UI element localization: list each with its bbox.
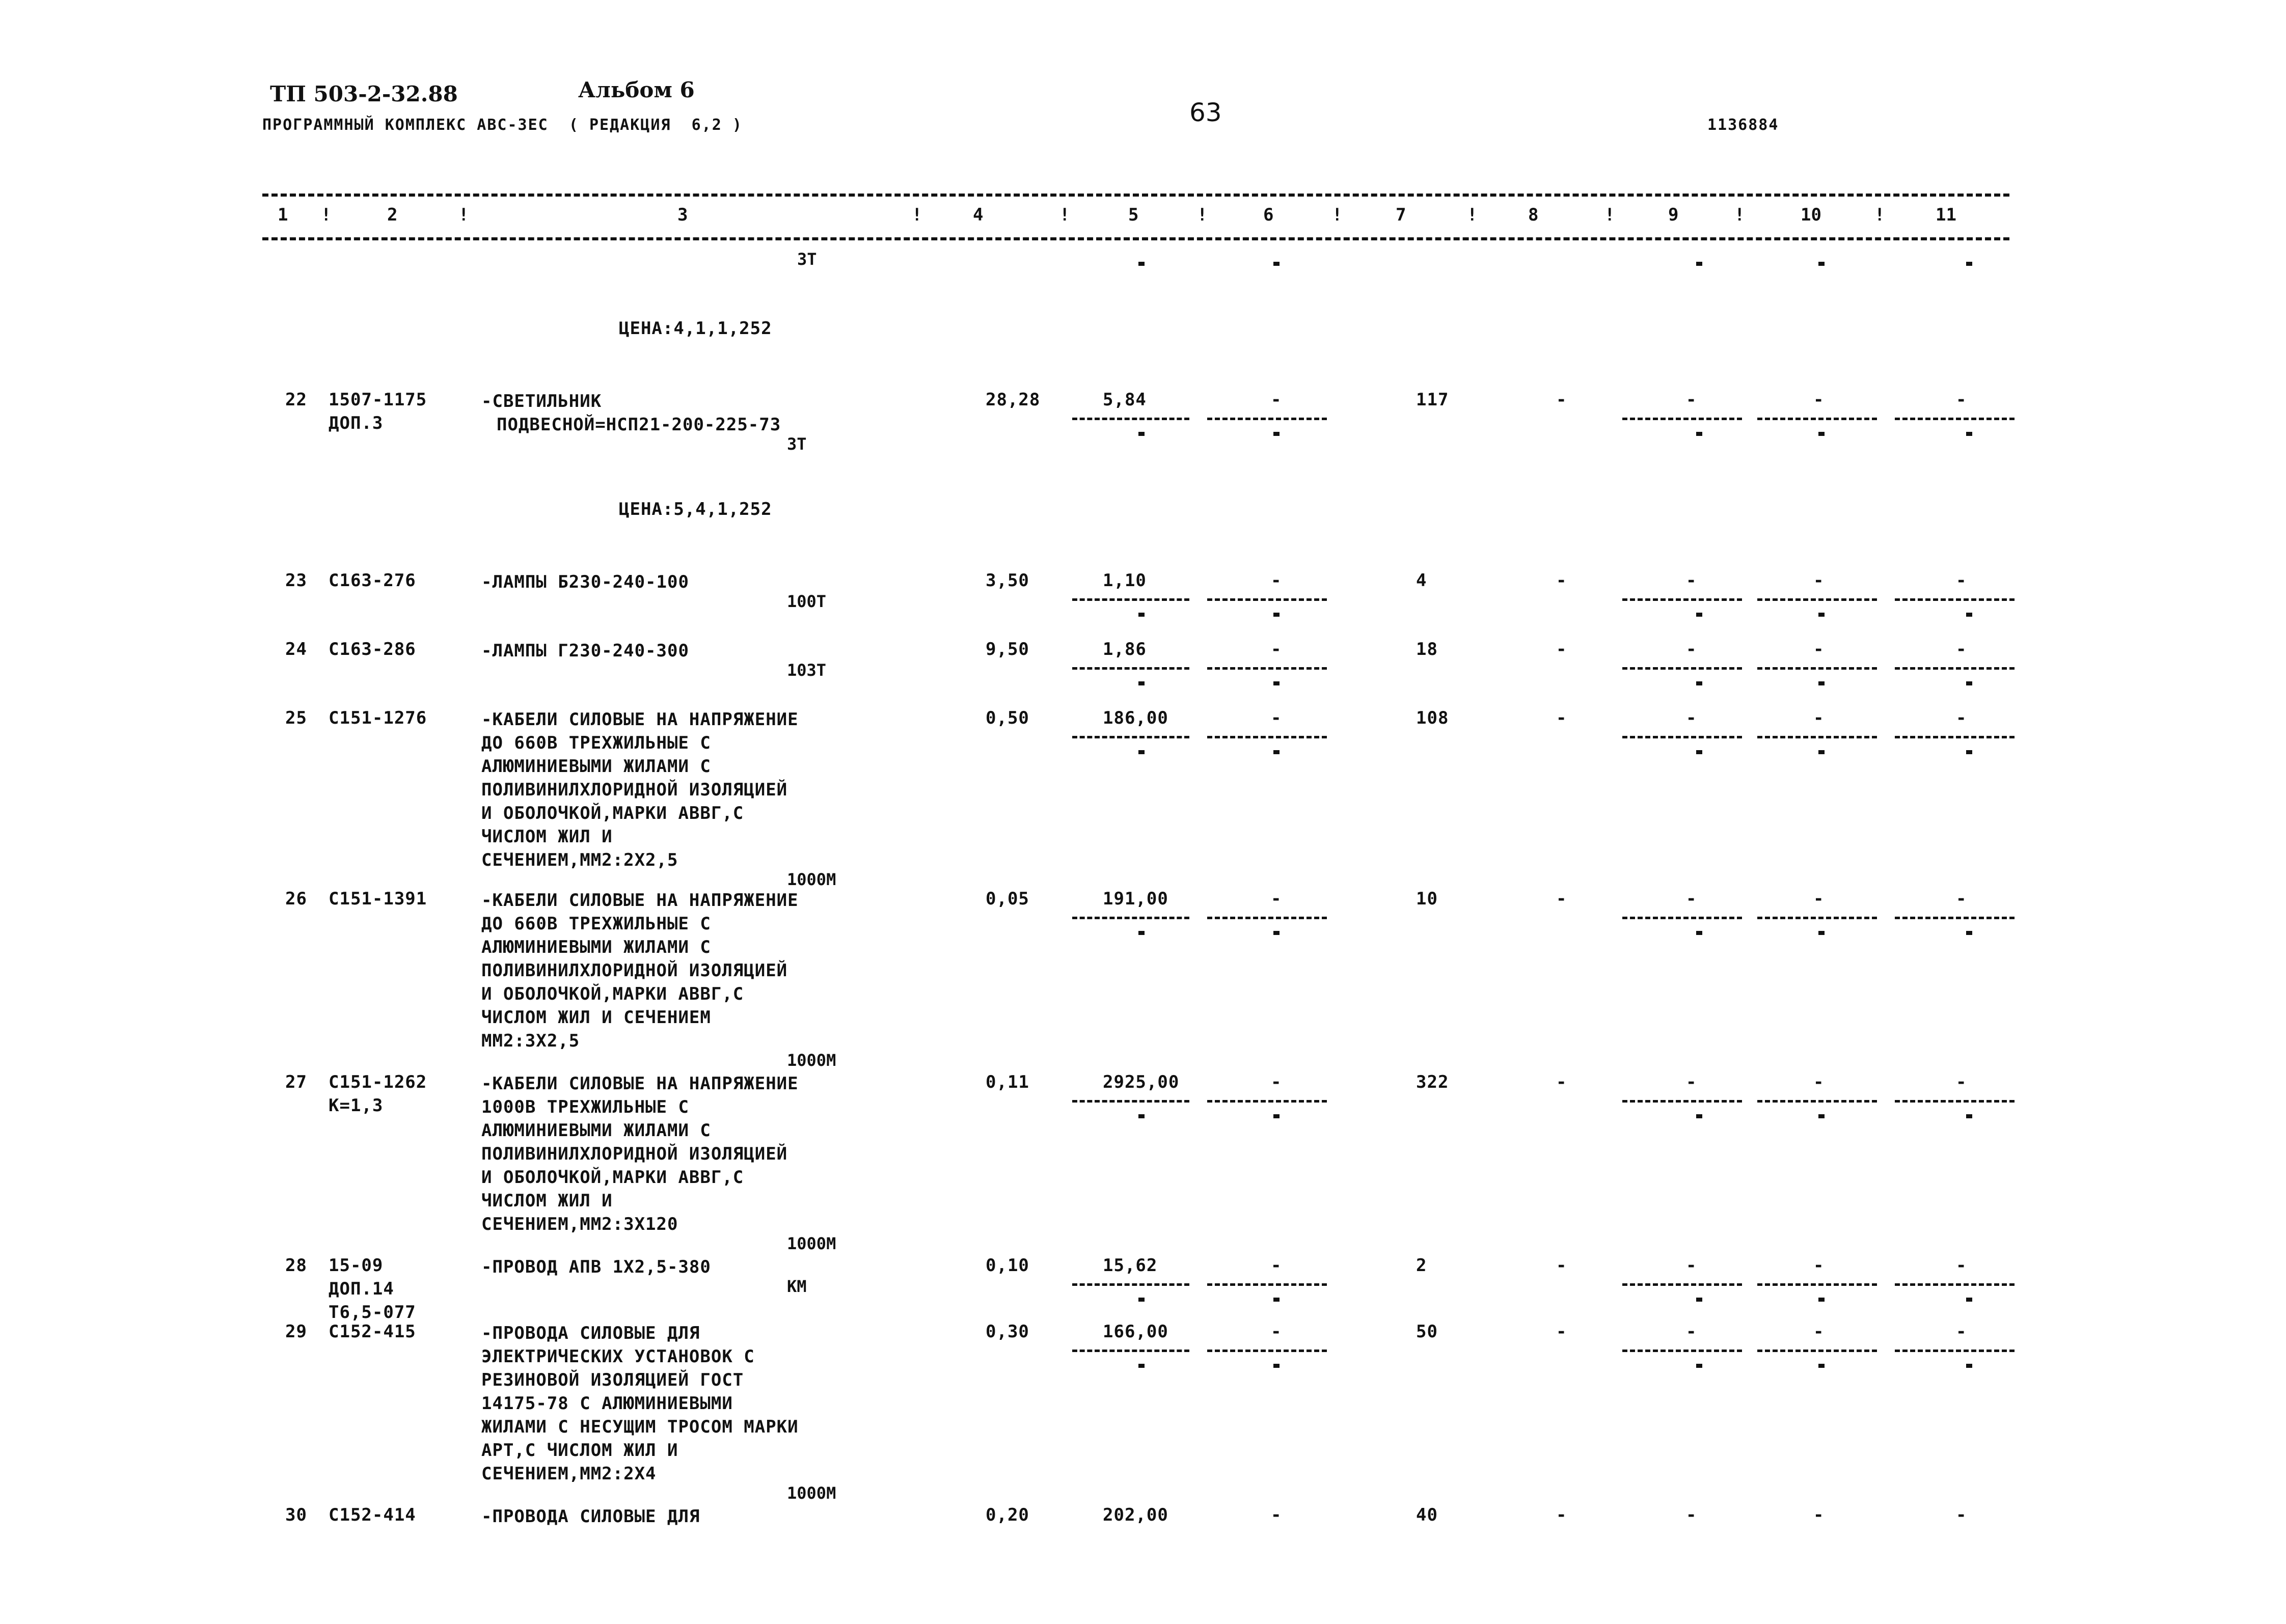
cell-rule: [1207, 418, 1327, 420]
col9-value: -: [1686, 570, 1697, 591]
col6-value: -: [1271, 639, 1282, 659]
dash-mark: [1966, 1298, 1972, 1302]
cell-rule: [1622, 1350, 1742, 1352]
col8-value: -: [1556, 639, 1567, 659]
col10-value: -: [1813, 639, 1825, 659]
row-description: ЧИСЛОМ ЖИЛ И: [481, 827, 613, 847]
column-header-8: 8: [1528, 205, 1539, 225]
cell-rule: [1207, 1100, 1327, 1103]
row-description: -КАБЕЛИ СИЛОВЫЕ НА НАПРЯЖЕНИЕ: [481, 1074, 799, 1094]
col9-value: -: [1686, 1505, 1697, 1525]
dash-mark: [1966, 681, 1972, 685]
column-separator: !: [912, 205, 922, 225]
cell-rule: [1757, 736, 1877, 738]
cell-rule: [1622, 736, 1742, 738]
col5-value: 166,00: [1103, 1322, 1168, 1342]
page-number: 63: [1189, 98, 1222, 127]
row-description: ЭЛЕКТРИЧЕСКИХ УСТАНОВОК С: [481, 1346, 755, 1367]
cell-rule: [1072, 736, 1189, 738]
column-header-7: 7: [1396, 205, 1406, 225]
col6-value: -: [1271, 570, 1282, 591]
dash-mark: [1138, 262, 1145, 266]
row-description: И ОБОЛОЧКОЙ,МАРКИ АВВГ,С: [481, 1167, 744, 1188]
dash-mark: [1273, 681, 1280, 685]
col5-value: 15,62: [1103, 1255, 1158, 1276]
dash-mark: [1273, 613, 1280, 617]
col10-value: -: [1813, 390, 1825, 410]
cell-rule: [1895, 1350, 2015, 1352]
col9-value: -: [1686, 390, 1697, 410]
cell-rule: [1622, 1100, 1742, 1103]
dash-mark: [1696, 681, 1702, 685]
cell-rule: [1072, 1350, 1189, 1352]
cell-rule: [1207, 736, 1327, 738]
dash-mark: [1273, 1364, 1280, 1368]
row-description: ПОДВЕСНОЙ=НСП21-200-225-73: [497, 415, 781, 435]
col6-value: -: [1271, 889, 1282, 909]
cell-rule: [1072, 598, 1189, 601]
dash-mark: [1138, 681, 1145, 685]
dash-mark: [1696, 432, 1702, 436]
row-code: С152-415: [329, 1322, 416, 1342]
column-separator: !: [1734, 205, 1745, 225]
row-code: ДОП.14: [329, 1279, 394, 1299]
column-separator: !: [321, 205, 332, 225]
row-description: -ЛАМПЫ Б230-240-100: [481, 572, 689, 592]
cell-rule: [1757, 418, 1877, 420]
row-description: СЕЧЕНИЕМ,ММ2:2Х4: [481, 1464, 657, 1484]
column-separator: !: [458, 205, 469, 225]
dash-mark: [1818, 681, 1825, 685]
row-code: С151-1262: [329, 1072, 427, 1092]
col11-value: -: [1956, 390, 1967, 410]
cell-rule: [1207, 1283, 1327, 1286]
col10-value: -: [1813, 1322, 1825, 1342]
row-description: ЧИСЛОМ ЖИЛ И СЕЧЕНИЕМ: [481, 1007, 711, 1028]
cell-rule: [1895, 598, 2015, 601]
row-description: ДО 660В ТРЕХЖИЛЬНЫЕ С: [481, 733, 711, 753]
row-number: 25: [285, 708, 307, 728]
cell-rule: [1757, 667, 1877, 670]
dash-mark: [1818, 432, 1825, 436]
cell-rule: [1207, 1350, 1327, 1352]
row-description: -ПРОВОД АПВ 1Х2,5-380: [481, 1257, 711, 1277]
col5-value: 1,86: [1103, 639, 1147, 659]
col9-value: -: [1686, 1072, 1697, 1092]
dash-mark: [1696, 750, 1702, 754]
row-code: К=1,3: [329, 1095, 384, 1116]
col8-value: -: [1556, 570, 1567, 591]
col4-value: 0,30: [986, 1322, 1029, 1342]
row-unit: 10ЗТ: [787, 660, 827, 680]
dash-mark: [1818, 262, 1825, 266]
col7-value: 117: [1416, 390, 1449, 410]
row-description: АРТ,С ЧИСЛОМ ЖИЛ И: [481, 1440, 678, 1461]
dash-mark: [1966, 1364, 1972, 1368]
column-separator: !: [1332, 205, 1343, 225]
cell-rule: [1895, 917, 2015, 919]
row-description: -КАБЕЛИ СИЛОВЫЕ НА НАПРЯЖЕНИЕ: [481, 890, 799, 911]
cell-rule: [1072, 1283, 1189, 1286]
row-description: -КАБЕЛИ СИЛОВЫЕ НА НАПРЯЖЕНИЕ: [481, 709, 799, 730]
col6-value: -: [1271, 708, 1282, 728]
dash-mark: [1138, 750, 1145, 754]
price-line: ЦЕНА:5,4,1,252: [619, 499, 772, 519]
column-header-4: 4: [973, 205, 984, 225]
cell-rule: [1757, 917, 1877, 919]
col7-value: 18: [1416, 639, 1438, 659]
dash-mark: [1273, 750, 1280, 754]
cell-rule: [1757, 598, 1877, 601]
cell-rule: [1622, 418, 1742, 420]
row-number: 24: [285, 639, 307, 659]
column-separator: !: [1197, 205, 1208, 225]
dash-mark: [1966, 262, 1972, 266]
col11-value: -: [1956, 639, 1967, 659]
dash-mark: [1696, 613, 1702, 617]
row-code: С151-1276: [329, 708, 427, 728]
column-header-3: 3: [677, 205, 688, 225]
column-header-10: 10: [1801, 205, 1821, 225]
col10-value: -: [1813, 1072, 1825, 1092]
col10-value: -: [1813, 708, 1825, 728]
col4-value: 28,28: [986, 390, 1041, 410]
dash-mark: [1966, 750, 1972, 754]
dash-mark: [1138, 432, 1145, 436]
row-description: -ЛАМПЫ Г230-240-300: [481, 641, 689, 661]
row-unit: 1000М: [787, 1483, 836, 1503]
col6-value: -: [1271, 1072, 1282, 1092]
col11-value: -: [1956, 1505, 1967, 1525]
row-unit: ЗТ: [787, 434, 807, 454]
column-separator: !: [1604, 205, 1615, 225]
col7-value: 108: [1416, 708, 1449, 728]
row-description: ДО 660В ТРЕХЖИЛЬНЫЕ С: [481, 914, 711, 934]
col5-value: 5,84: [1103, 390, 1147, 410]
col8-value: -: [1556, 390, 1567, 410]
row-description: ПОЛИВИНИЛХЛОРИДНОЙ ИЗОЛЯЦИЕЙ: [481, 1144, 788, 1164]
dash-mark: [1138, 931, 1145, 935]
col7-value: 2: [1416, 1255, 1427, 1276]
row-code: ДОП.3: [329, 413, 384, 433]
dash-mark: [1696, 1364, 1702, 1368]
row-code: Т6,5-077: [329, 1302, 416, 1323]
row-description: И ОБОЛОЧКОЙ,МАРКИ АВВГ,С: [481, 803, 744, 823]
row-number: 22: [285, 390, 307, 410]
row-description: -СВЕТИЛЬНИК: [481, 391, 602, 411]
col11-value: -: [1956, 708, 1967, 728]
col4-value: 0,11: [986, 1072, 1029, 1092]
dash-mark: [1273, 432, 1280, 436]
dash-mark: [1818, 750, 1825, 754]
dash-mark: [1273, 262, 1280, 266]
dash-mark: [1138, 1298, 1145, 1302]
cell-rule: [1622, 598, 1742, 601]
row-number: 23: [285, 570, 307, 591]
col4-value: 0,50: [986, 708, 1029, 728]
unit-label: ЗТ: [797, 250, 817, 269]
row-description: 14175-78 С АЛЮМИНИЕВЫМИ: [481, 1393, 733, 1414]
col9-value: -: [1686, 708, 1697, 728]
cell-rule: [1622, 667, 1742, 670]
dash-mark: [1818, 931, 1825, 935]
column-header-1: 1: [278, 205, 288, 225]
col8-value: -: [1556, 1505, 1567, 1525]
col11-value: -: [1956, 1072, 1967, 1092]
col4-value: 0,05: [986, 889, 1029, 909]
dash-mark: [1138, 1114, 1145, 1118]
column-header-5: 5: [1128, 205, 1139, 225]
row-code: С163-286: [329, 639, 416, 659]
cell-rule: [1072, 1100, 1189, 1103]
row-code: С151-1391: [329, 889, 427, 909]
cell-rule: [1207, 917, 1327, 919]
row-number: 30: [285, 1505, 307, 1525]
price-line: ЦЕНА:4,1,1,252: [619, 318, 772, 339]
column-separator: !: [1467, 205, 1478, 225]
row-code: 15-09: [329, 1255, 384, 1276]
cell-rule: [1895, 1100, 2015, 1103]
row-description: ПОЛИВИНИЛХЛОРИДНОЙ ИЗОЛЯЦИЕЙ: [481, 780, 788, 800]
cell-rule: [1757, 1283, 1877, 1286]
row-unit: 1000М: [787, 1051, 836, 1070]
dash-mark: [1696, 1298, 1702, 1302]
col7-value: 4: [1416, 570, 1427, 591]
col11-value: -: [1956, 1322, 1967, 1342]
column-header-11: 11: [1936, 205, 1956, 225]
cell-rule: [1207, 598, 1327, 601]
row-description: ЖИЛАМИ С НЕСУЩИМ ТРОСОМ МАРКИ: [481, 1417, 799, 1437]
col11-value: -: [1956, 1255, 1967, 1276]
dash-mark: [1138, 1364, 1145, 1368]
column-header-2: 2: [387, 205, 398, 225]
col8-value: -: [1556, 1255, 1567, 1276]
document-number: 1136884: [1707, 116, 1779, 134]
cell-rule: [1895, 736, 2015, 738]
cell-rule: [1072, 418, 1189, 420]
col5-value: 202,00: [1103, 1505, 1168, 1525]
row-description: РЕЗИНОВОЙ ИЗОЛЯЦИЕЙ ГОСТ: [481, 1370, 744, 1390]
row-description: АЛЮМИНИЕВЫМИ ЖИЛАМИ С: [481, 937, 711, 957]
col5-value: 2925,00: [1103, 1072, 1180, 1092]
dash-mark: [1696, 931, 1702, 935]
album-label: Альбом 6: [578, 77, 695, 102]
dash-mark: [1696, 262, 1702, 266]
row-description: ЧИСЛОМ ЖИЛ И: [481, 1191, 613, 1211]
dash-mark: [1966, 1114, 1972, 1118]
col9-value: -: [1686, 639, 1697, 659]
dash-mark: [1138, 613, 1145, 617]
cell-rule: [1072, 667, 1189, 670]
dash-mark: [1818, 1364, 1825, 1368]
col10-value: -: [1813, 1505, 1825, 1525]
row-code: 1507-1175: [329, 390, 427, 410]
row-number: 28: [285, 1255, 307, 1276]
dash-mark: [1966, 931, 1972, 935]
dash-mark: [1273, 1298, 1280, 1302]
col6-value: -: [1271, 1255, 1282, 1276]
row-description: АЛЮМИНИЕВЫМИ ЖИЛАМИ С: [481, 756, 711, 777]
row-description: ПОЛИВИНИЛХЛОРИДНОЙ ИЗОЛЯЦИЕЙ: [481, 960, 788, 981]
cell-rule: [1757, 1100, 1877, 1103]
row-unit: 1000М: [787, 1234, 836, 1253]
col5-value: 191,00: [1103, 889, 1168, 909]
cell-rule: [1622, 1283, 1742, 1286]
col4-value: 0,20: [986, 1505, 1029, 1525]
col5-value: 1,10: [1103, 570, 1147, 591]
row-description: -ПРОВОДА СИЛОВЫЕ ДЛЯ: [481, 1506, 700, 1527]
dash-mark: [1273, 931, 1280, 935]
col6-value: -: [1271, 1505, 1282, 1525]
col4-value: 0,10: [986, 1255, 1029, 1276]
row-code: С163-276: [329, 570, 416, 591]
col6-value: -: [1271, 390, 1282, 410]
col10-value: -: [1813, 889, 1825, 909]
row-description: АЛЮМИНИЕВЫМИ ЖИЛАМИ С: [481, 1120, 711, 1141]
cell-rule: [1895, 418, 2015, 420]
dash-mark: [1966, 432, 1972, 436]
col5-value: 186,00: [1103, 708, 1168, 728]
document-code: ТП 503-2-32.88: [270, 81, 458, 106]
col4-value: 3,50: [986, 570, 1029, 591]
col11-value: -: [1956, 889, 1967, 909]
col6-value: -: [1271, 1322, 1282, 1342]
col8-value: -: [1556, 889, 1567, 909]
col8-value: -: [1556, 1322, 1567, 1342]
cell-rule: [1622, 917, 1742, 919]
row-unit: 1000М: [787, 870, 836, 889]
row-description: -ПРОВОДА СИЛОВЫЕ ДЛЯ: [481, 1323, 700, 1343]
cell-rule: [1895, 667, 2015, 670]
row-number: 26: [285, 889, 307, 909]
col9-value: -: [1686, 1322, 1697, 1342]
col10-value: -: [1813, 570, 1825, 591]
table-header-rule: [262, 237, 2009, 240]
col7-value: 322: [1416, 1072, 1449, 1092]
row-number: 27: [285, 1072, 307, 1092]
column-separator: !: [1874, 205, 1885, 225]
col7-value: 40: [1416, 1505, 1438, 1525]
row-description: СЕЧЕНИЕМ,ММ2:2Х2,5: [481, 850, 678, 870]
col7-value: 50: [1416, 1322, 1438, 1342]
row-unit: КМ: [787, 1277, 807, 1296]
dash-mark: [1818, 1114, 1825, 1118]
program-subtitle: ПРОГРАММНЫЙ КОМПЛЕКС АВС-ЗЕС ( РЕДАКЦИЯ 6,2 ): [262, 116, 743, 134]
row-description: 1000В ТРЕХЖИЛЬНЫЕ С: [481, 1097, 689, 1117]
col11-value: -: [1956, 570, 1967, 591]
col9-value: -: [1686, 1255, 1697, 1276]
column-separator: !: [1059, 205, 1070, 225]
row-description: СЕЧЕНИЕМ,ММ2:3Х120: [481, 1214, 678, 1234]
col4-value: 9,50: [986, 639, 1029, 659]
row-unit: 100Т: [787, 592, 827, 611]
col9-value: -: [1686, 889, 1697, 909]
column-header-9: 9: [1668, 205, 1679, 225]
row-description: ММ2:3Х2,5: [481, 1031, 580, 1051]
col10-value: -: [1813, 1255, 1825, 1276]
dash-mark: [1273, 1114, 1280, 1118]
dash-mark: [1696, 1114, 1702, 1118]
column-header-6: 6: [1263, 205, 1274, 225]
cell-rule: [1895, 1283, 2015, 1286]
dash-mark: [1966, 613, 1972, 617]
row-number: 29: [285, 1322, 307, 1342]
cell-rule: [1757, 1350, 1877, 1352]
cell-rule: [1207, 667, 1327, 670]
col8-value: -: [1556, 1072, 1567, 1092]
dash-mark: [1818, 1298, 1825, 1302]
table-top-rule: [262, 194, 2009, 197]
cell-rule: [1072, 917, 1189, 919]
col8-value: -: [1556, 708, 1567, 728]
row-code: С152-414: [329, 1505, 416, 1525]
col7-value: 10: [1416, 889, 1438, 909]
dash-mark: [1818, 613, 1825, 617]
row-description: И ОБОЛОЧКОЙ,МАРКИ АВВГ,С: [481, 984, 744, 1004]
